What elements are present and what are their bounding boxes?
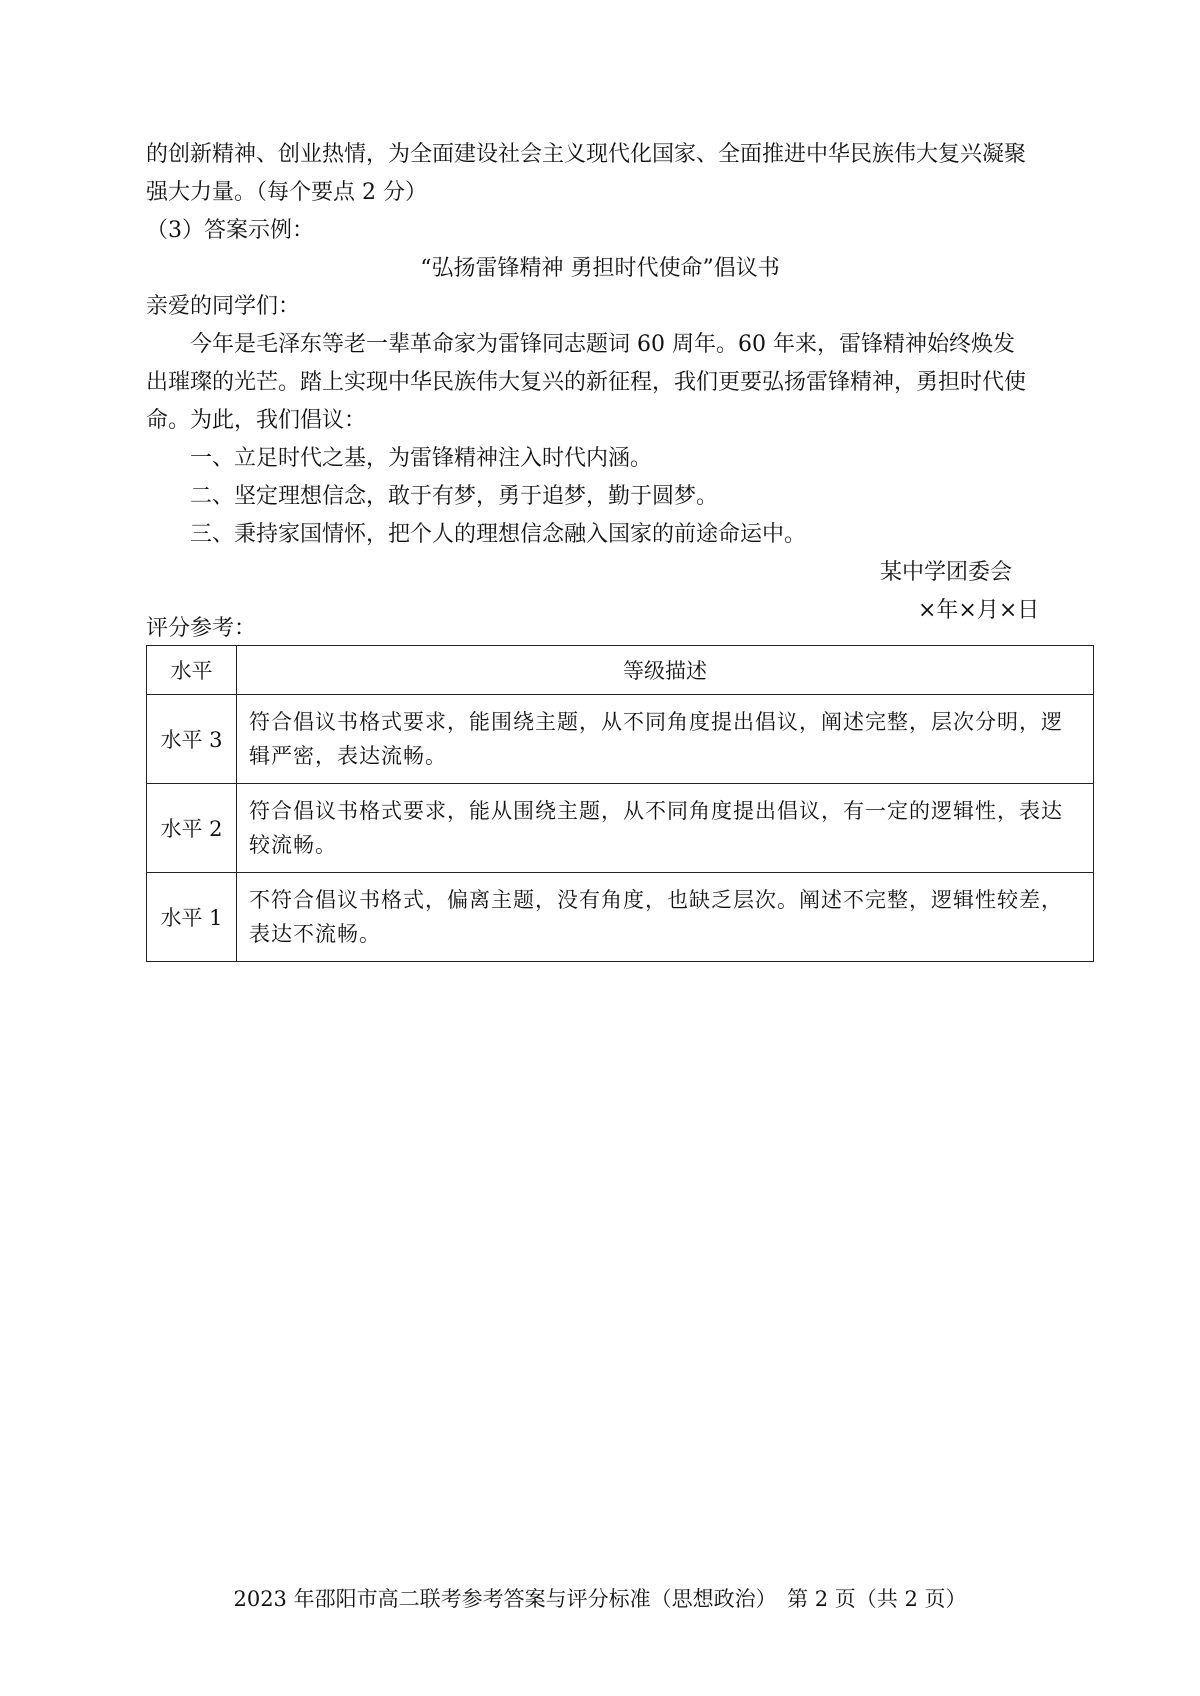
question-3-label: （3）答案示例： [146,218,314,243]
rubric-table [146,645,1094,962]
description-cell: 符合倡议书格式要求，能围绕主题，从不同角度提出倡议，阐述完整，层次分明，逻辑严密，表达流畅。 [237,695,1094,784]
answer-line-1: 的创新精神、创业热情，为全面建设社会主义现代化国家、全面推进中华民族伟大复兴凝聚 [146,142,1027,167]
page-footer: 2023 年邵阳市高二联考参考答案与评分标准（思想政治） 第 2 页（共 2 页） [233,1587,967,1611]
header-description: 等级描述 [237,646,1094,695]
table-row [147,784,1094,873]
table-header-row [147,646,1094,695]
proposal-item: 三、秉持家国情怀，把个人的理想信念融入国家的前途命运中。 [190,522,807,547]
level-cell: 水平 3 [147,695,237,784]
proposal-paragraph-line: 出璀璨的光芒。踏上实现中华民族伟大复兴的新征程，我们更要弘扬雷锋精神，勇担时代使 [146,370,1027,395]
proposal-salutation: 亲爱的同学们： [146,294,301,319]
proposal-item: 一、立足时代之基，为雷锋精神注入时代内涵。 [190,446,653,471]
rubric-label: 评分参考： [146,616,257,641]
level-cell: 水平 1 [147,873,237,962]
table-row [147,695,1094,784]
proposal-date: ×年×月×日 [918,598,1040,623]
description-cell: 不符合倡议书格式，偏离主题，没有角度，也缺乏层次。阐述不完整，逻辑性较差，表达不流畅。 [237,873,1094,962]
header-level: 水平 [147,646,237,695]
proposal-signature: 某中学团委会 [880,560,1013,585]
proposal-title: “弘扬雷锋精神 勇担时代使命”倡议书 [420,256,780,281]
level-cell: 水平 2 [147,784,237,873]
description-cell: 符合倡议书格式要求，能从围绕主题，从不同角度提出倡议，有一定的逻辑性，表达较流畅。 [237,784,1094,873]
table-row [147,873,1094,962]
proposal-paragraph-line: 命。为此，我们倡议： [146,408,367,433]
proposal-item: 二、坚定理想信念，敢于有梦，勇于追梦，勤于圆梦。 [190,484,719,509]
answer-line-2: 强大力量。（每个要点 2 分） [146,180,427,205]
proposal-paragraph-line: 今年是毛泽东等老一辈革命家为雷锋同志题词 60 周年。60 年来，雷锋精神始终焕发 [190,332,1015,357]
